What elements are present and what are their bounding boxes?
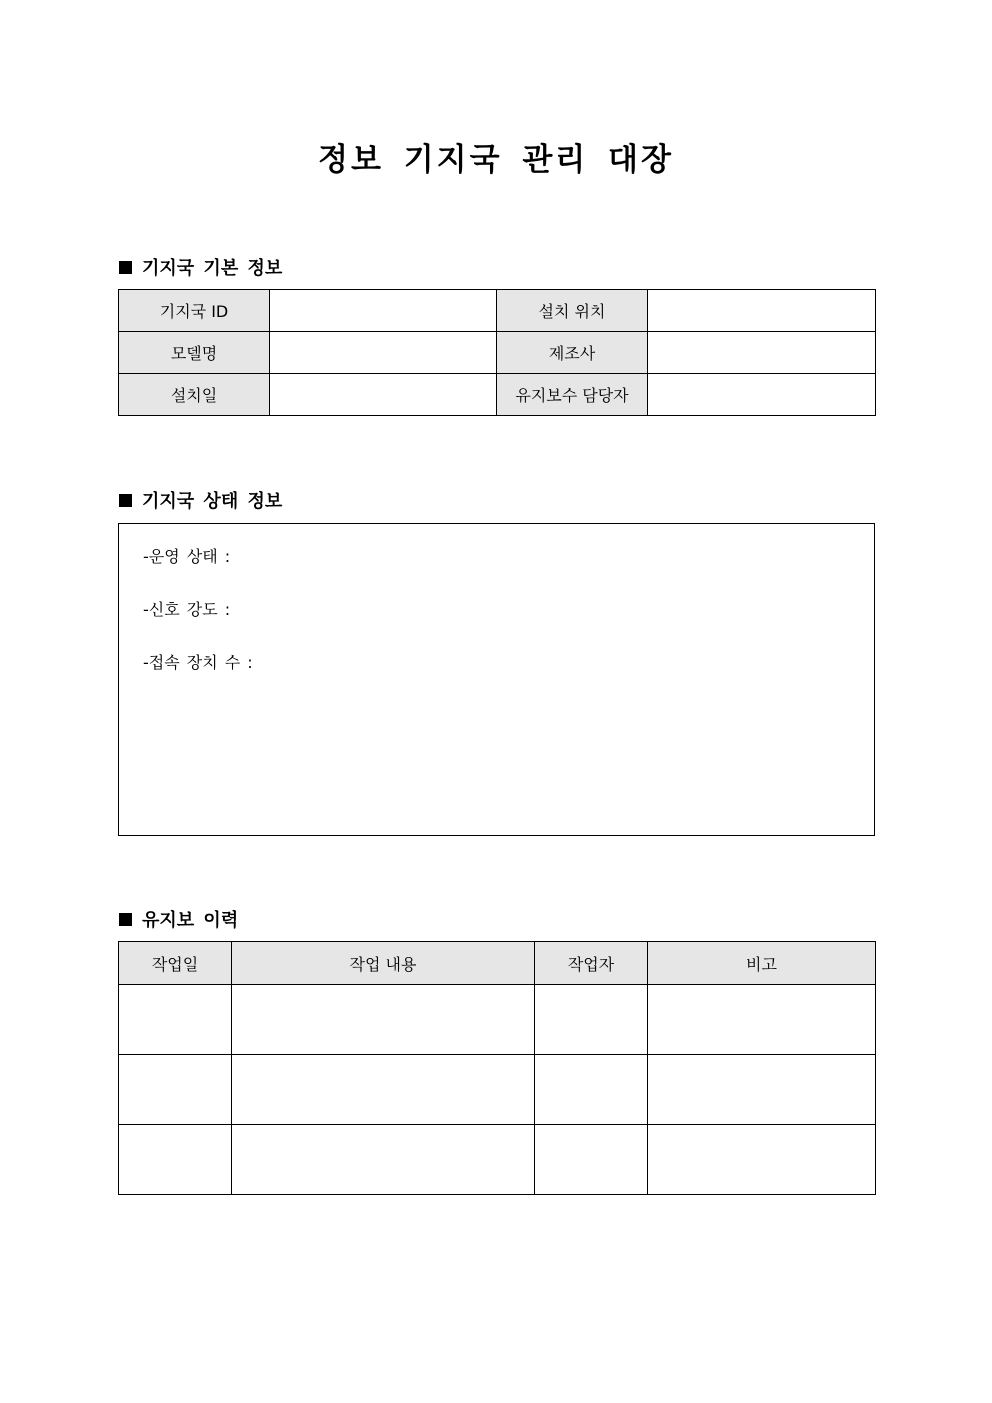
section-heading-label: 기지국 상태 정보 (142, 491, 283, 512)
basic-info-table (118, 289, 876, 416)
column-header-notes: 비고 (648, 942, 876, 985)
value-install-location[interactable] (648, 290, 876, 332)
square-bullet-icon (119, 261, 132, 274)
cell-work-details[interactable] (232, 985, 535, 1055)
cell-notes[interactable] (648, 1125, 876, 1195)
table-row (119, 1125, 876, 1195)
cell-work-details[interactable] (232, 1055, 535, 1125)
section-heading-label: 기지국 기본 정보 (142, 258, 283, 279)
cell-worker[interactable] (535, 1125, 648, 1195)
label-install-location: 설치 위치 (497, 290, 648, 332)
column-header-work-details: 작업 내용 (232, 942, 535, 985)
section-heading-basic-info (119, 254, 282, 280)
column-header-worker: 작업자 (535, 942, 648, 985)
value-maintenance-manager[interactable] (648, 374, 876, 416)
table-row (119, 290, 876, 332)
status-line-signal-strength: -신호 강도 : (143, 600, 231, 619)
cell-notes[interactable] (648, 985, 876, 1055)
label-model-name: 모델명 (119, 332, 270, 374)
value-model-name[interactable] (270, 332, 497, 374)
status-line-connected-devices: -접속 장치 수 : (143, 653, 253, 672)
table-row (119, 374, 876, 416)
cell-work-details[interactable] (232, 1125, 535, 1195)
table-row (119, 1055, 876, 1125)
table-row (119, 332, 876, 374)
label-manufacturer: 제조사 (497, 332, 648, 374)
cell-work-date[interactable] (119, 985, 232, 1055)
table-header-row (119, 942, 876, 985)
cell-work-date[interactable] (119, 1055, 232, 1125)
section-heading-label: 유지보 이력 (142, 910, 239, 931)
section-heading-maintenance-history (119, 906, 238, 932)
cell-notes[interactable] (648, 1055, 876, 1125)
maintenance-history-table (118, 941, 876, 1195)
table-row (119, 985, 876, 1055)
column-header-work-date: 작업일 (119, 942, 232, 985)
page-title: 정보 기지국 관리 대장 (318, 142, 674, 178)
square-bullet-icon (119, 494, 132, 507)
value-station-id[interactable] (270, 290, 497, 332)
section-heading-status-info (119, 487, 282, 513)
cell-work-date[interactable] (119, 1125, 232, 1195)
cell-worker[interactable] (535, 1055, 648, 1125)
cell-worker[interactable] (535, 985, 648, 1055)
status-info-box[interactable] (118, 523, 875, 836)
square-bullet-icon (119, 913, 132, 926)
status-line-operation: -운영 상태 : (143, 547, 231, 566)
label-install-date: 설치일 (119, 374, 270, 416)
label-station-id: 기지국 ID (119, 290, 270, 332)
value-manufacturer[interactable] (648, 332, 876, 374)
value-install-date[interactable] (270, 374, 497, 416)
label-maintenance-manager: 유지보수 담당자 (497, 374, 648, 416)
